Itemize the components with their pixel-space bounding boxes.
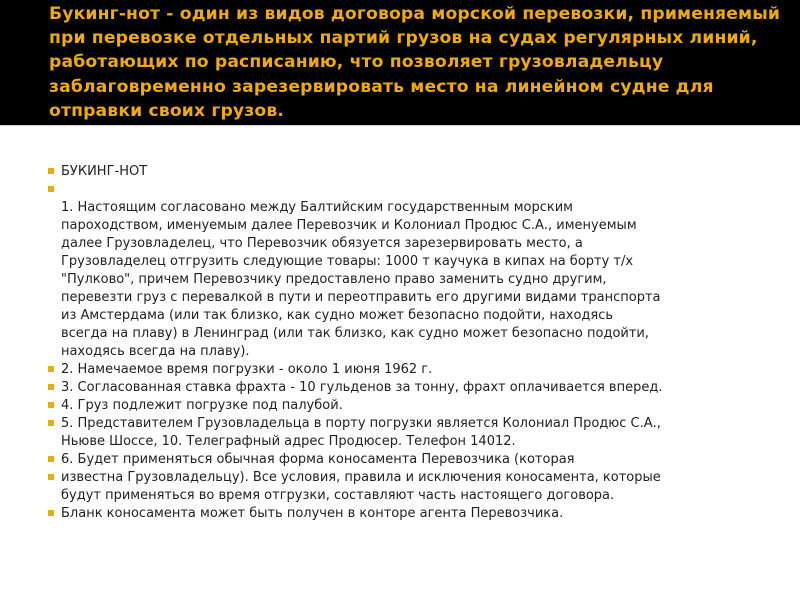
list-item [47, 415, 767, 451]
list-item [47, 505, 767, 523]
list-item-text: 5. Представителем Грузовладельца в порту погрузки является Колониал Продюс С.А., Ньюве Шоссе, 10. Телеграфный адрес Продюсер. Телефон 14012. [61, 416, 661, 449]
list-item [47, 163, 767, 181]
list-item [47, 469, 767, 505]
slide-title: Букинг-нот - один из видов договора морской перевозки, применяемый при перевозке отдельных партий грузов на судах регулярных линий, работающих по расписанию, что позволяет грузовладельцу заблаговременно зарезервировать место на линейном судне для отправки своих грузов. [49, 4, 781, 121]
list-item-text: 2. Намечаемое время погрузки - около 1 июня 1962 г. [61, 362, 433, 377]
bullet-list [47, 163, 767, 523]
list-item-text: известна Грузовладельцу). Все условия, правила и исключения коносамента, которые будут применяться во время отгрузки, составляют часть настоящего договора. [61, 470, 661, 503]
list-item-text: БУКИНГ-НОТ [61, 164, 148, 179]
list-item [47, 361, 767, 379]
bullet-marker [48, 420, 54, 426]
list-item [47, 397, 767, 415]
list-item [47, 451, 767, 469]
title-banner [0, 0, 800, 125]
list-item [47, 379, 767, 397]
bullet-marker [48, 384, 54, 390]
bullet-marker [48, 474, 54, 480]
list-item [47, 181, 767, 361]
bullet-marker [48, 402, 54, 408]
list-item-text: Бланк коносамента может быть получен в конторе агента Перевозчика. [61, 506, 564, 521]
bullet-marker [48, 366, 54, 372]
list-item-text: 1. Настоящим согласовано между Балтийским государственным морским пароходством, именуемым далее Перевозчик и Колониал Продюс С.А., именуемым далее Грузовладелец, что Перевозчик обязуется зарезервировать место, а Грузовладелец отгрузить следующие товары: 1000 т каучука в кипах на борту т/х "Пулково", причем Перевозчику предоставлено право заменить судно другим, перевезти груз с перевалкой в пути и переотправить его другими видами транспорта из Амстердама (или так близко, как судно может безопасно подойти, находясь всегда на плаву) в Ленинград (или так близко, как судно может безопасно подойти, находясь всегда на плаву). [61, 200, 661, 359]
list-item-text: 6. Будет применяться обычная форма коносамента Перевозчика (которая [61, 452, 575, 467]
list-item-text: 3. Согласованная ставка фрахта - 10 гульденов за тонну, фрахт оплачивается вперед. [61, 380, 663, 395]
bullet-marker [48, 168, 54, 174]
list-item-text: 4. Груз подлежит погрузке под палубой. [61, 398, 343, 413]
bullet-marker [48, 456, 54, 462]
divider [0, 125, 800, 138]
bullet-marker [48, 510, 54, 516]
